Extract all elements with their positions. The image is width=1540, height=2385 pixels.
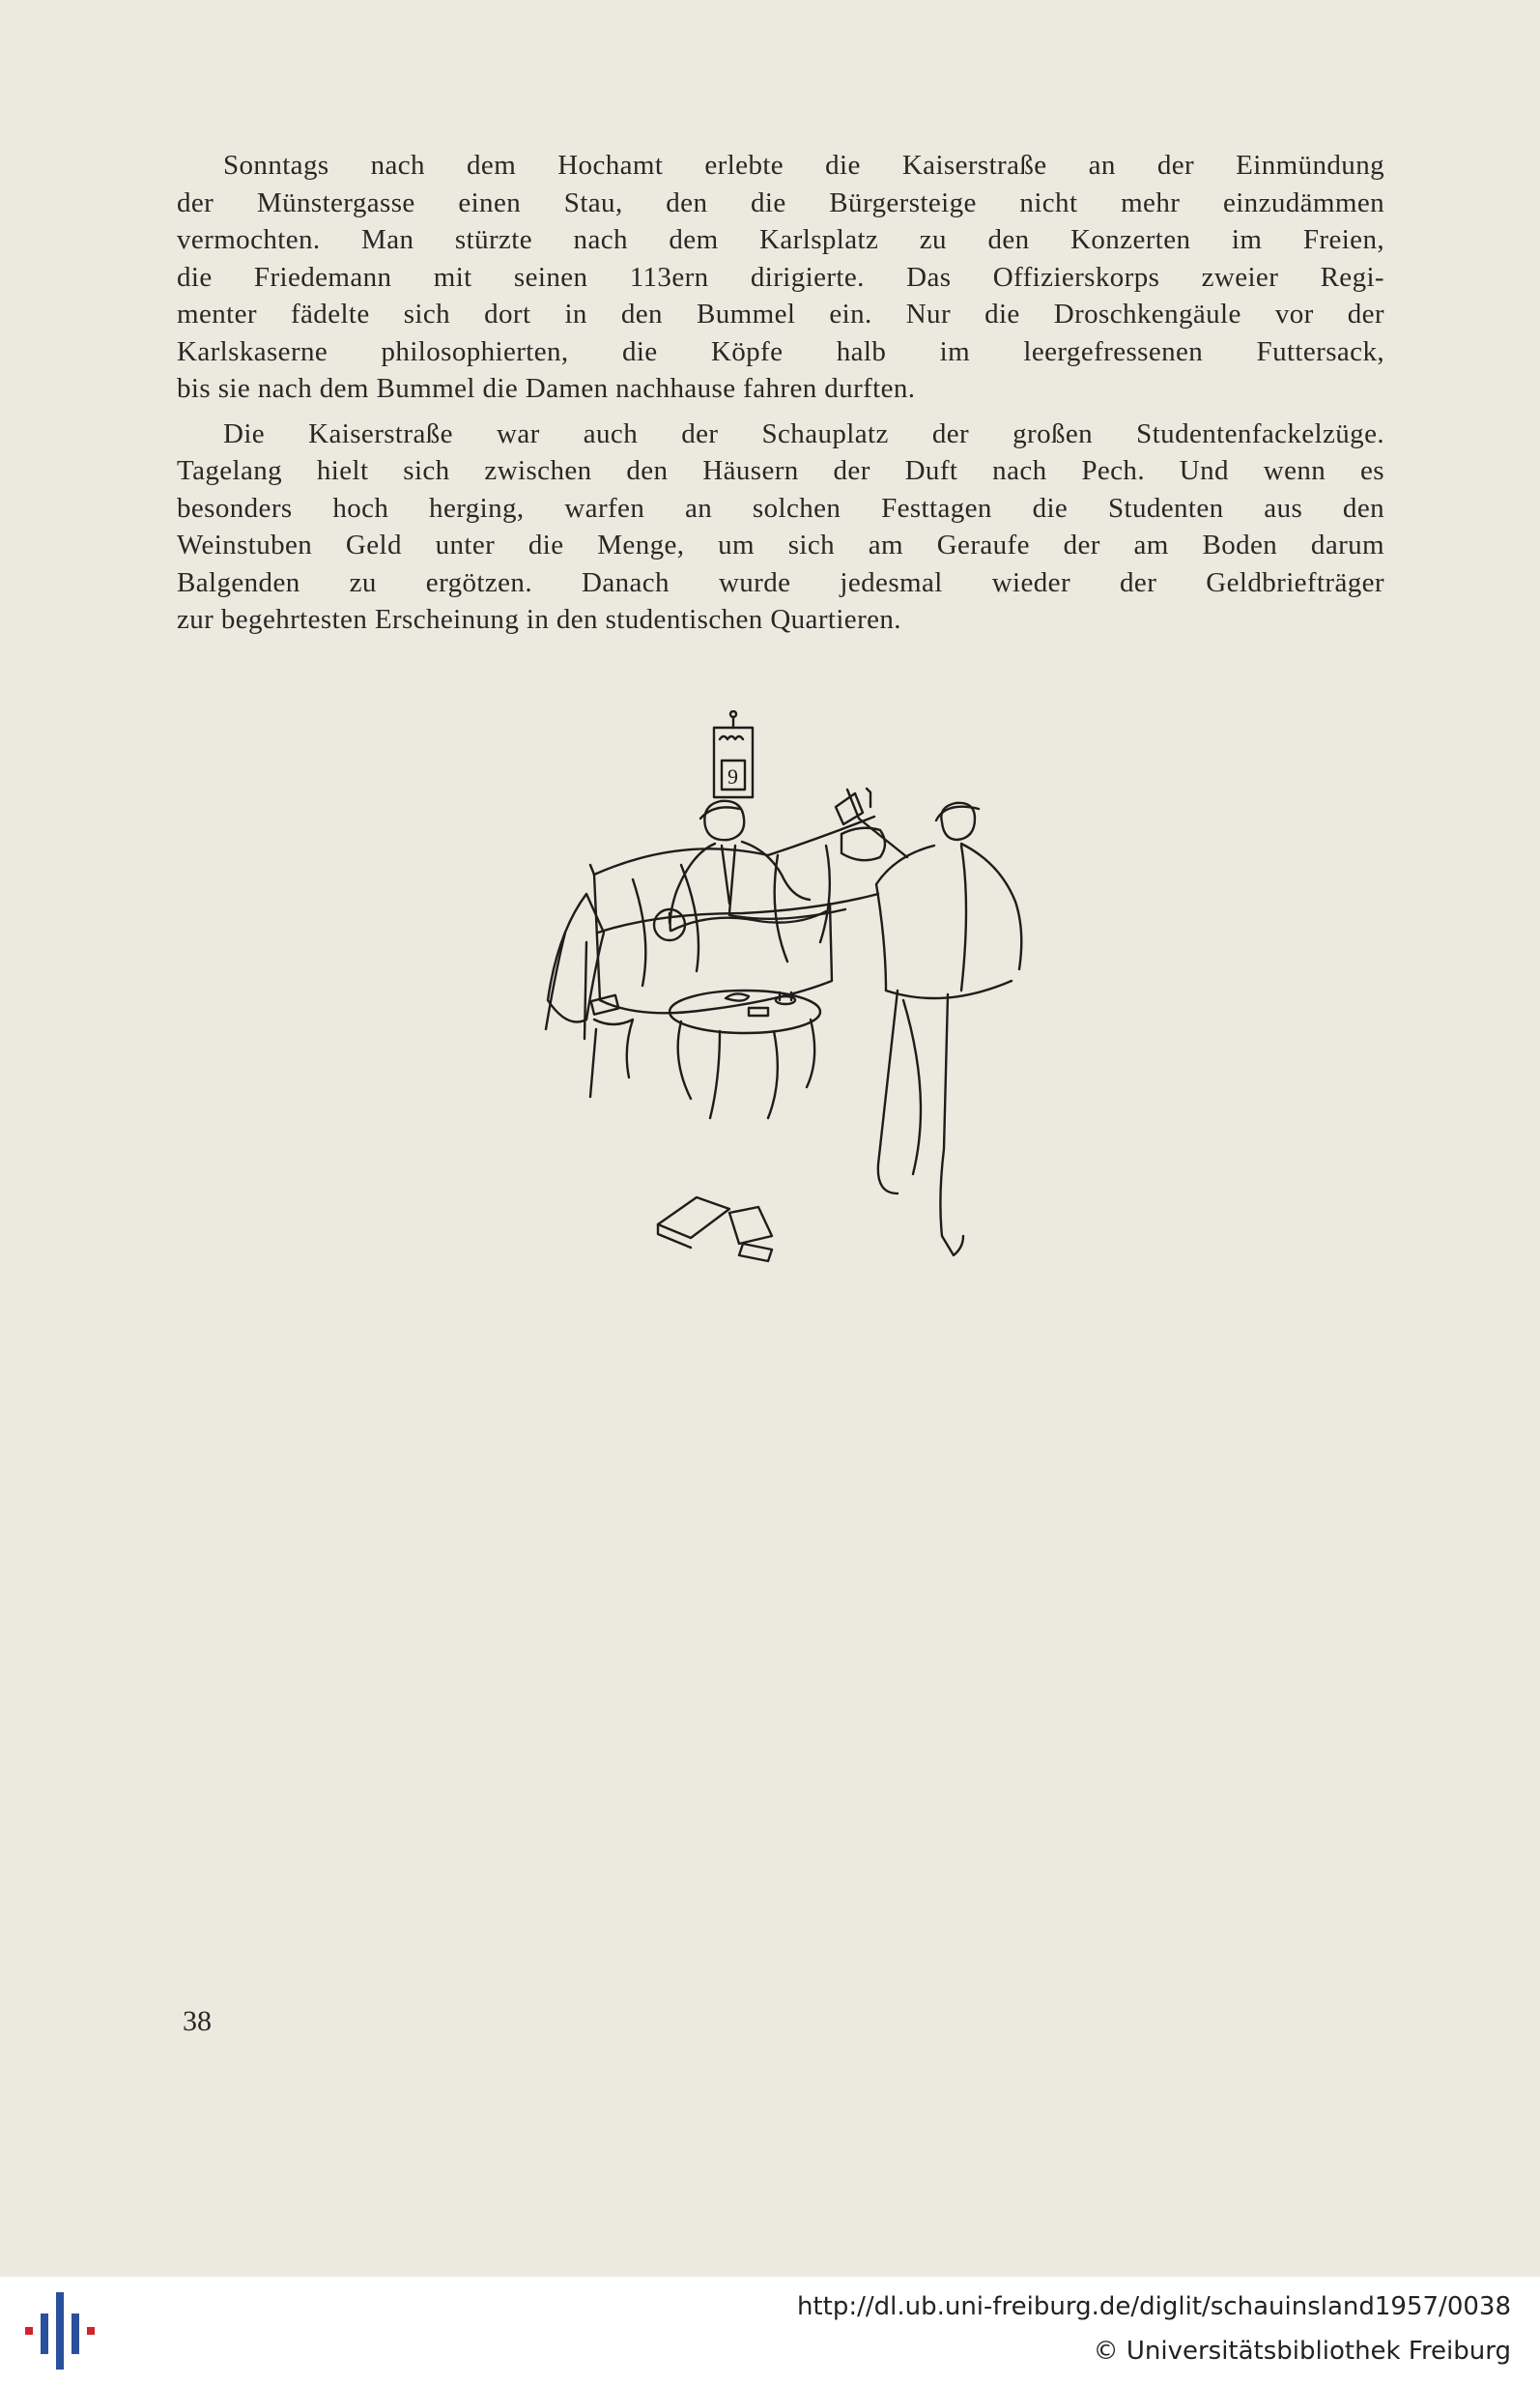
round-table-icon [670, 991, 820, 1118]
text-line: vermochten. Man stürzte nach dem Karlsplatz zu den Konzerten im Freien, [177, 224, 1384, 255]
text-line: Weinstuben Geld unter die Menge, um sich am Geraufe der am Boden darum [177, 530, 1384, 560]
text-line: Karlskaserne philosophierten, die Köpfe halb im leergefressenen Futtersack, [177, 335, 1384, 367]
text-line: der Münstergasse einen Stau, den die Bürgersteige nicht mehr einzudämmen [177, 187, 1384, 218]
text-line: menter fädelte sich dort in den Bummel ein. Nur die Droschkengäule vor der [177, 299, 1384, 330]
paragraph-1 [177, 147, 1384, 408]
svg-text:9: 9 [727, 764, 738, 789]
source-url-link[interactable]: http://dl.ub.uni-freiburg.de/diglit/schauinsland1957/0038 [796, 2292, 1511, 2321]
copyright-notice: © Universitätsbibliothek Freiburg [1093, 2337, 1511, 2366]
text-line: Die Kaiserstraße war auch der Schauplatz der großen Studentenfackelzüge. [223, 417, 1384, 449]
text-line: Tagelang hielt sich zwischen den Häusern der Duft nach Pech. Und wenn es [177, 455, 1384, 486]
text-line: die Friedemann mit seinen 113ern dirigierte. Das Offizierskorps zweier Regi- [177, 261, 1384, 293]
text-line: zur begehrtesten Erscheinung in den studentischen Quartieren. [177, 604, 901, 635]
sofa-icon [590, 789, 885, 1013]
text-line: besonders hoch herging, warfen an solchen Festtagen die Studenten aus den [177, 492, 1384, 524]
coat-on-chair-icon [546, 894, 633, 1097]
books-on-floor-icon [658, 1197, 772, 1261]
text-line: Sonntags nach dem Hochamt erlebte die Kaiserstraße an der Einmündung [223, 150, 1384, 181]
text-line: bis sie nach dem Bummel die Damen nachhause fahren durften. [177, 373, 916, 404]
text-line: Balgenden zu ergötzen. Danach wurde jedesmal wieder der Geldbriefträger [177, 566, 1384, 598]
sketch-student-and-mailman-illustration [536, 710, 1039, 1329]
ub-freiburg-logo-icon [21, 2292, 99, 2370]
page-number: 38 [183, 2005, 212, 2037]
footer-bar [0, 2277, 1540, 2385]
paragraph-2 [177, 416, 1384, 639]
wall-calendar-icon [714, 711, 753, 797]
body-text [177, 147, 1384, 647]
